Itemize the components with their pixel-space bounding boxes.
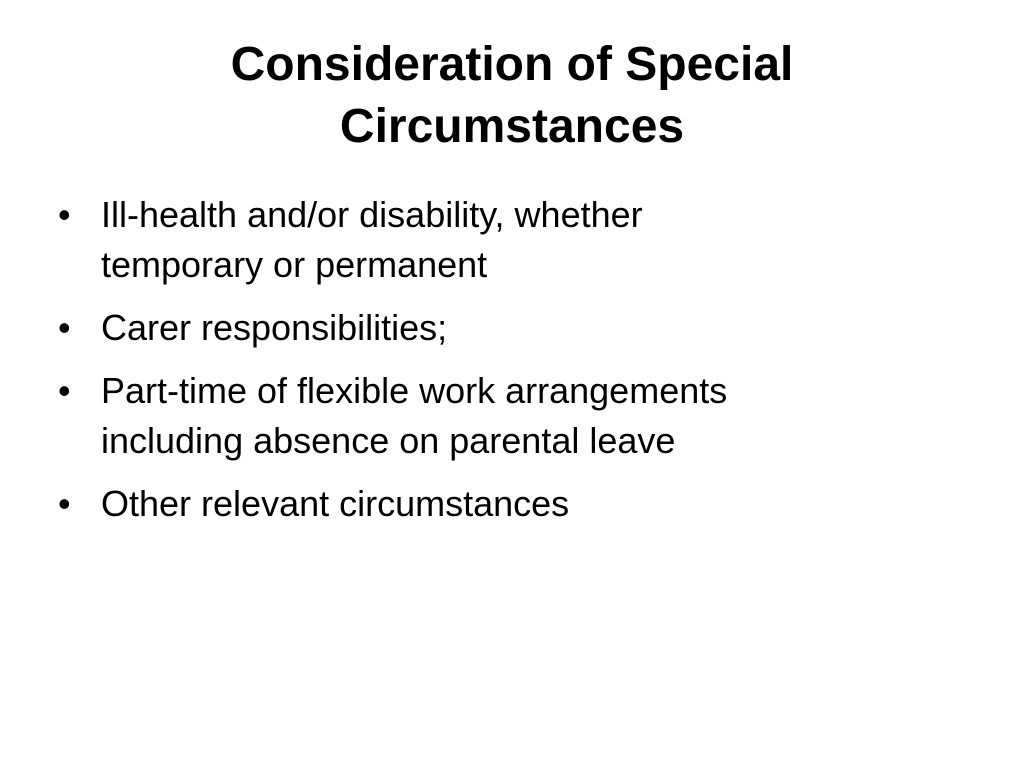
bullet-marker: • [58,483,71,524]
bullet-text-line: Ill-health and/or disability, whether [101,194,643,235]
bullet-item [58,366,958,466]
bullet-marker: • [58,370,71,411]
bullet-item [58,479,958,529]
title-line: Circumstances [339,100,685,153]
bullet-item [58,303,958,353]
slide-title [60,34,964,158]
bullet-text-line: Part-time of flexible work arrangements [101,370,728,411]
bullet-item [58,190,958,290]
bullet-list [58,190,958,542]
bullet-text-line: Other relevant circumstances [101,483,570,524]
bullet-text-line: temporary or permanent [101,244,488,285]
bullet-marker: • [58,307,71,348]
bullet-text-line: Carer responsibilities; [101,307,448,348]
title-line: Consideration of Special [230,38,794,91]
bullet-text-line: including absence on parental leave [101,420,676,461]
bullet-marker: • [58,194,71,235]
